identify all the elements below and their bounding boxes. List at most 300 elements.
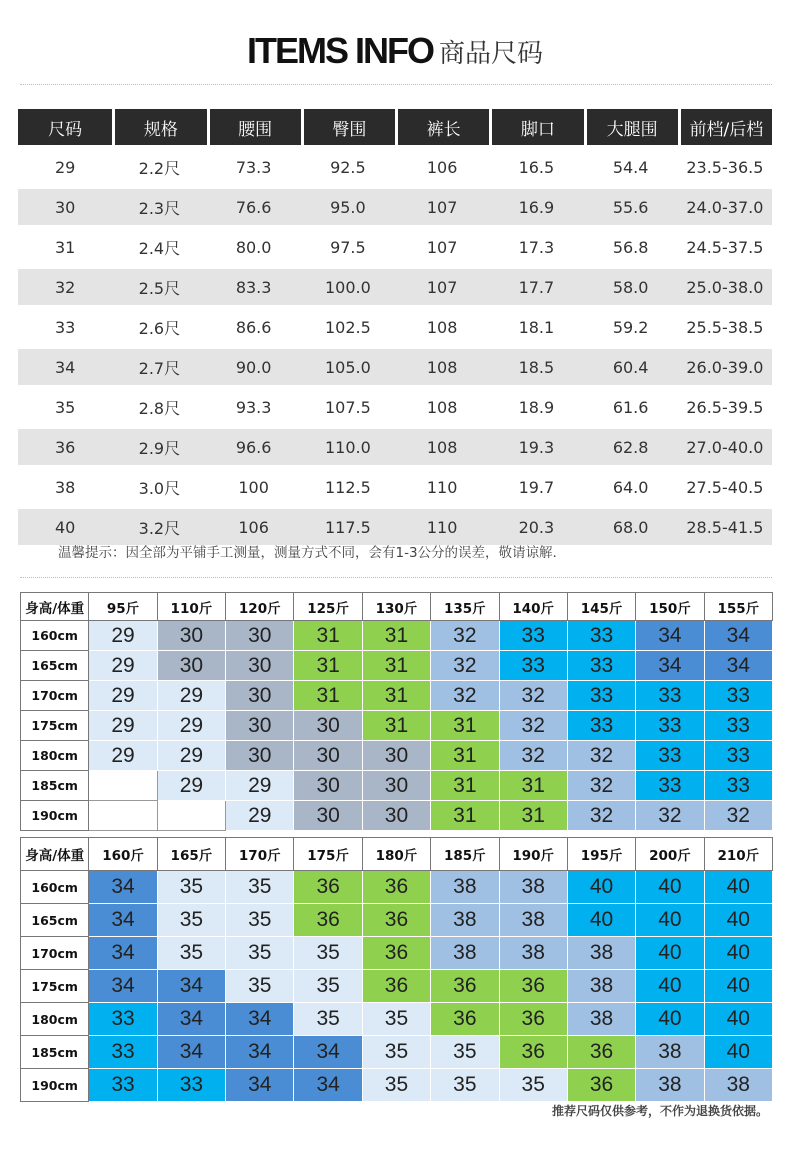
table-cell: 56.8 — [612, 237, 649, 257]
grid-row — [21, 621, 773, 651]
size-cell: 34 — [294, 1036, 362, 1069]
size-cell: 33 — [499, 651, 567, 681]
corner-label: 身高/体重 — [21, 593, 89, 621]
size-cell: 31 — [362, 621, 430, 651]
size-cell: 36 — [499, 1036, 567, 1069]
size-cell: 30 — [226, 711, 294, 741]
table-cell: 16.9 — [489, 189, 583, 225]
size-cell: 34 — [636, 651, 704, 681]
divider — [20, 577, 772, 578]
table-cell: 30 — [18, 189, 112, 225]
table-cell: 110.0 — [301, 429, 395, 465]
table-row — [18, 269, 772, 305]
table-cell: 18.5 — [489, 349, 583, 385]
size-cell: 32 — [567, 801, 635, 831]
size-cell: 34 — [157, 970, 225, 1003]
size-cell: 33 — [704, 741, 772, 771]
size-cell: 35 — [294, 970, 362, 1003]
weight-header: 130斤 — [362, 593, 430, 621]
height-label: 160cm — [21, 621, 89, 651]
table-cell: 26.5-39.5 — [686, 397, 764, 417]
size-cell: 29 — [157, 681, 225, 711]
table-cell: 40 — [18, 509, 112, 545]
size-cell: 29 — [89, 621, 157, 651]
column-header: 腰围 — [207, 109, 301, 145]
size-cell: 36 — [499, 1003, 567, 1036]
size-cell: 35 — [294, 1003, 362, 1036]
table-cell: 93.3 — [235, 397, 272, 417]
weight-header: 155斤 — [704, 593, 772, 621]
size-cell: 40 — [704, 937, 772, 970]
title-block — [0, 30, 790, 72]
table-cell: 60.4 — [584, 349, 678, 385]
size-cell: 30 — [226, 741, 294, 771]
table-cell: 54.4 — [612, 157, 649, 177]
table-row — [18, 309, 772, 345]
height-label: 175cm — [21, 711, 89, 741]
weight-header: 170斤 — [226, 838, 294, 871]
size-cell: 29 — [226, 801, 294, 831]
table-cell: 19.3 — [489, 429, 583, 465]
size-cell: 29 — [226, 771, 294, 801]
table-cell: 86.6 — [235, 317, 272, 337]
size-cell: 34 — [704, 651, 772, 681]
table-cell: 17.3 — [518, 237, 555, 257]
size-cell: 36 — [294, 871, 362, 904]
size-cell: 35 — [362, 1069, 430, 1102]
table-cell: 108 — [426, 397, 458, 417]
size-cell: 33 — [636, 681, 704, 711]
size-cell: 35 — [226, 871, 294, 904]
table-cell: 62.8 — [584, 429, 678, 465]
weight-header: 175斤 — [294, 838, 362, 871]
size-cell: 34 — [704, 621, 772, 651]
size-cell: 38 — [567, 1003, 635, 1036]
height-weight-grid-2 — [20, 837, 773, 1102]
size-cell: 36 — [567, 1069, 635, 1102]
size-cell: 32 — [704, 801, 772, 831]
table-row — [18, 389, 772, 425]
size-cell — [89, 801, 157, 831]
size-cell: 38 — [499, 871, 567, 904]
size-cell: 40 — [636, 871, 704, 904]
weight-header: 185斤 — [431, 838, 499, 871]
table-cell: 96.6 — [207, 429, 301, 465]
size-cell: 31 — [431, 741, 499, 771]
height-label: 160cm — [21, 871, 89, 904]
size-cell: 30 — [226, 651, 294, 681]
table-cell: 83.3 — [207, 269, 301, 305]
table-cell: 28.5-41.5 — [678, 509, 772, 545]
table-cell: 106 — [207, 509, 301, 545]
size-cell: 32 — [431, 651, 499, 681]
size-cell: 32 — [567, 741, 635, 771]
weight-header: 140斤 — [499, 593, 567, 621]
size-cell: 30 — [294, 801, 362, 831]
size-cell — [89, 771, 157, 801]
table-cell: 32 — [18, 269, 112, 305]
size-cell: 31 — [362, 681, 430, 711]
size-spec-table — [18, 105, 772, 549]
size-cell: 35 — [157, 937, 225, 970]
column-header: 尺码 — [18, 109, 112, 145]
table-cell: 107 — [395, 189, 489, 225]
grid-header — [21, 593, 773, 621]
grid-row — [21, 871, 773, 904]
weight-header: 120斤 — [226, 593, 294, 621]
table-cell: 20.3 — [489, 509, 583, 545]
table-cell: 2.4尺 — [138, 238, 181, 258]
size-cell: 34 — [157, 1036, 225, 1069]
table-cell: 100.0 — [301, 269, 395, 305]
size-cell: 33 — [567, 681, 635, 711]
size-cell: 29 — [157, 771, 225, 801]
table-cell: 26.0-39.0 — [678, 349, 772, 385]
table-cell: 2.8尺 — [138, 398, 181, 418]
weight-header: 165斤 — [157, 838, 225, 871]
grid-header — [21, 838, 773, 871]
size-cell: 33 — [89, 1036, 157, 1069]
table-cell: 17.7 — [489, 269, 583, 305]
size-cell: 30 — [294, 771, 362, 801]
table-cell: 2.2尺 — [138, 158, 181, 178]
size-cell: 33 — [704, 681, 772, 711]
size-cell: 40 — [636, 937, 704, 970]
divider — [20, 84, 772, 85]
size-cell: 35 — [431, 1069, 499, 1102]
size-cell: 40 — [704, 904, 772, 937]
size-cell: 35 — [362, 1036, 430, 1069]
table-cell: 2.6尺 — [138, 318, 181, 338]
weight-header: 125斤 — [294, 593, 362, 621]
size-cell: 36 — [362, 904, 430, 937]
table-cell: 110 — [426, 477, 458, 497]
table-cell: 80.0 — [235, 237, 272, 257]
weight-header: 150斤 — [636, 593, 704, 621]
size-cell: 33 — [89, 1003, 157, 1036]
size-cell: 31 — [431, 771, 499, 801]
size-cell: 32 — [499, 741, 567, 771]
table-cell: 24.0-37.0 — [678, 189, 772, 225]
weight-header: 210斤 — [704, 838, 772, 871]
size-cell: 31 — [362, 711, 430, 741]
size-cell: 32 — [499, 681, 567, 711]
grid-row — [21, 801, 773, 831]
size-cell: 35 — [499, 1069, 567, 1102]
table-cell: 107 — [426, 237, 458, 257]
footer-disclaimer: 推荐尺码仅供参考，不作为退换货依据。 — [551, 1104, 768, 1118]
size-cell: 38 — [567, 970, 635, 1003]
weight-header: 95斤 — [89, 593, 157, 621]
table-cell: 102.5 — [324, 317, 371, 337]
size-cell: 36 — [431, 1003, 499, 1036]
grid-row — [21, 711, 773, 741]
size-cell: 30 — [362, 801, 430, 831]
size-cell: 40 — [567, 871, 635, 904]
table-row — [18, 469, 772, 505]
size-cell: 32 — [636, 801, 704, 831]
table-cell: 64.0 — [612, 477, 649, 497]
size-cell: 34 — [294, 1069, 362, 1102]
grid-row — [21, 1036, 773, 1069]
size-cell: 38 — [567, 937, 635, 970]
height-weight-grid-1 — [20, 592, 773, 831]
height-label: 180cm — [21, 1003, 89, 1036]
size-cell: 38 — [499, 937, 567, 970]
size-cell: 36 — [362, 937, 430, 970]
size-cell: 36 — [431, 970, 499, 1003]
size-cell: 38 — [499, 904, 567, 937]
height-label: 190cm — [21, 801, 89, 831]
height-label: 185cm — [21, 771, 89, 801]
table-cell: 2.3尺 — [112, 189, 206, 225]
table-cell: 36 — [18, 429, 112, 465]
grid-row — [21, 1003, 773, 1036]
size-cell: 35 — [157, 871, 225, 904]
table-cell: 2.7尺 — [112, 349, 206, 385]
size-cell: 38 — [431, 904, 499, 937]
size-cell: 30 — [362, 771, 430, 801]
table-cell: 2.5尺 — [112, 269, 206, 305]
size-cell: 34 — [89, 871, 157, 904]
size-cell: 34 — [226, 1069, 294, 1102]
table-cell: 27.0-40.0 — [678, 429, 772, 465]
size-cell: 34 — [157, 1003, 225, 1036]
size-cell: 33 — [704, 711, 772, 741]
size-cell: 38 — [636, 1069, 704, 1102]
size-cell: 29 — [157, 741, 225, 771]
grid-row — [21, 970, 773, 1003]
weight-header: 180斤 — [362, 838, 430, 871]
table-cell: 25.5-38.5 — [686, 317, 764, 337]
size-cell: 31 — [431, 711, 499, 741]
size-cell: 40 — [704, 1036, 772, 1069]
size-cell: 30 — [226, 681, 294, 711]
table-cell: 31 — [54, 237, 76, 257]
size-cell: 29 — [89, 651, 157, 681]
table-cell: 34 — [18, 349, 112, 385]
size-cell: 31 — [431, 801, 499, 831]
size-cell — [157, 801, 225, 831]
table-row — [18, 229, 772, 265]
measurement-note: 温馨提示：因全部为平铺手工测量，测量方式不同，会有1-3公分的误差，敬请谅解. — [58, 545, 557, 561]
table-cell: 59.2 — [612, 317, 649, 337]
height-label: 170cm — [21, 681, 89, 711]
size-cell: 33 — [636, 741, 704, 771]
table-cell: 108 — [426, 317, 458, 337]
size-cell: 34 — [636, 621, 704, 651]
grid-row — [21, 904, 773, 937]
title-zh: 商品尺码 — [438, 38, 543, 69]
grid-row — [21, 741, 773, 771]
table-cell: 100 — [238, 477, 269, 497]
size-cell: 32 — [431, 621, 499, 651]
size-cell: 40 — [636, 1003, 704, 1036]
table-cell: 107 — [395, 269, 489, 305]
size-cell: 40 — [567, 904, 635, 937]
table-cell: 61.6 — [612, 397, 649, 417]
weight-header: 190斤 — [499, 838, 567, 871]
grid-row — [21, 937, 773, 970]
height-label: 175cm — [21, 970, 89, 1003]
height-label: 165cm — [21, 651, 89, 681]
table-cell: 23.5-36.5 — [686, 157, 764, 177]
size-cell: 32 — [499, 711, 567, 741]
size-cell: 33 — [636, 771, 704, 801]
size-cell: 33 — [157, 1069, 225, 1102]
column-header: 裤长 — [395, 109, 489, 145]
weight-header: 160斤 — [89, 838, 157, 871]
height-label: 165cm — [21, 904, 89, 937]
size-cell: 33 — [567, 651, 635, 681]
table-cell: 2.9尺 — [112, 429, 206, 465]
size-cell: 29 — [89, 711, 157, 741]
size-cell: 33 — [499, 621, 567, 651]
grid-body — [21, 621, 773, 831]
table-cell: 106 — [426, 157, 458, 177]
table-cell: 68.0 — [584, 509, 678, 545]
corner-label: 身高/体重 — [21, 838, 89, 871]
column-header: 大腿围 — [584, 109, 678, 145]
table-cell: 29 — [54, 157, 76, 177]
size-cell: 34 — [226, 1003, 294, 1036]
title-en: ITEMS INFO — [246, 30, 433, 71]
table-cell: 19.7 — [518, 477, 555, 497]
size-cell: 31 — [362, 651, 430, 681]
size-cell: 29 — [157, 711, 225, 741]
table-row — [18, 509, 772, 545]
size-cell: 32 — [431, 681, 499, 711]
table-cell: 58.0 — [584, 269, 678, 305]
size-cell: 36 — [294, 904, 362, 937]
size-cell: 31 — [294, 621, 362, 651]
size-cell: 36 — [362, 871, 430, 904]
size-cell: 40 — [704, 871, 772, 904]
size-cell: 34 — [89, 970, 157, 1003]
size-cell: 29 — [89, 741, 157, 771]
size-cell: 35 — [294, 937, 362, 970]
column-header: 规格 — [112, 109, 206, 145]
size-cell: 31 — [499, 771, 567, 801]
height-label: 180cm — [21, 741, 89, 771]
size-cell: 30 — [157, 621, 225, 651]
size-cell: 40 — [704, 1003, 772, 1036]
table-cell: 38 — [54, 477, 76, 497]
table-cell: 55.6 — [584, 189, 678, 225]
table-cell: 24.5-37.5 — [686, 237, 764, 257]
size-cell: 33 — [704, 771, 772, 801]
size-cell: 30 — [294, 711, 362, 741]
size-cell: 31 — [294, 651, 362, 681]
weight-header: 195斤 — [567, 838, 635, 871]
grid-row — [21, 681, 773, 711]
size-cell: 36 — [362, 970, 430, 1003]
weight-header: 135斤 — [431, 593, 499, 621]
size-cell: 36 — [499, 970, 567, 1003]
size-cell: 30 — [362, 741, 430, 771]
table-cell: 108 — [395, 429, 489, 465]
size-cell: 35 — [226, 937, 294, 970]
table-cell: 107.5 — [324, 397, 371, 417]
weight-header: 200斤 — [636, 838, 704, 871]
size-cell: 35 — [431, 1036, 499, 1069]
table-cell: 95.0 — [301, 189, 395, 225]
grid-row — [21, 651, 773, 681]
weight-header: 110斤 — [157, 593, 225, 621]
size-cell: 38 — [431, 937, 499, 970]
size-cell: 40 — [636, 970, 704, 1003]
height-label: 170cm — [21, 937, 89, 970]
table-row — [18, 349, 772, 385]
size-cell: 31 — [499, 801, 567, 831]
height-label: 185cm — [21, 1036, 89, 1069]
size-cell: 32 — [567, 771, 635, 801]
table-cell: 90.0 — [207, 349, 301, 385]
table-cell: 117.5 — [301, 509, 395, 545]
table-cell: 18.1 — [518, 317, 555, 337]
size-cell: 29 — [89, 681, 157, 711]
size-cell: 33 — [567, 621, 635, 651]
size-cell: 30 — [226, 621, 294, 651]
table-row — [18, 149, 772, 185]
size-cell: 34 — [89, 904, 157, 937]
table-row — [18, 189, 772, 225]
table-cell: 97.5 — [330, 237, 366, 257]
table-cell: 105.0 — [301, 349, 395, 385]
grid-body — [21, 871, 773, 1102]
table-cell: 27.5-40.5 — [686, 477, 764, 497]
table-cell: 76.6 — [207, 189, 301, 225]
size-cell: 35 — [226, 970, 294, 1003]
size-cell: 34 — [226, 1036, 294, 1069]
size-cell: 33 — [89, 1069, 157, 1102]
size-cell: 31 — [294, 681, 362, 711]
size-cell: 35 — [157, 904, 225, 937]
size-table-body — [18, 149, 772, 545]
height-label: 190cm — [21, 1069, 89, 1102]
size-cell: 30 — [157, 651, 225, 681]
weight-header: 145斤 — [567, 593, 635, 621]
size-cell: 40 — [636, 904, 704, 937]
size-cell: 30 — [294, 741, 362, 771]
size-cell: 34 — [89, 937, 157, 970]
table-cell: 18.9 — [518, 397, 555, 417]
size-cell: 38 — [431, 871, 499, 904]
size-cell: 38 — [704, 1069, 772, 1102]
table-cell: 73.3 — [235, 157, 272, 177]
table-cell: 110 — [395, 509, 489, 545]
size-cell: 33 — [636, 711, 704, 741]
table-cell: 92.5 — [330, 157, 366, 177]
table-cell: 112.5 — [324, 477, 371, 497]
table-cell: 108 — [395, 349, 489, 385]
size-cell: 38 — [636, 1036, 704, 1069]
column-header: 前档/后档 — [678, 109, 772, 145]
size-cell: 35 — [226, 904, 294, 937]
table-cell: 3.2尺 — [112, 509, 206, 545]
table-cell: 25.0-38.0 — [678, 269, 772, 305]
grid-row — [21, 1069, 773, 1102]
table-cell: 35 — [54, 397, 76, 417]
grid-row — [21, 771, 773, 801]
table-cell: 3.0尺 — [138, 478, 181, 498]
table-cell: 33 — [54, 317, 76, 337]
size-cell: 33 — [567, 711, 635, 741]
size-cell: 35 — [362, 1003, 430, 1036]
column-header: 臀围 — [301, 109, 395, 145]
size-cell: 40 — [704, 970, 772, 1003]
table-cell: 16.5 — [518, 157, 555, 177]
